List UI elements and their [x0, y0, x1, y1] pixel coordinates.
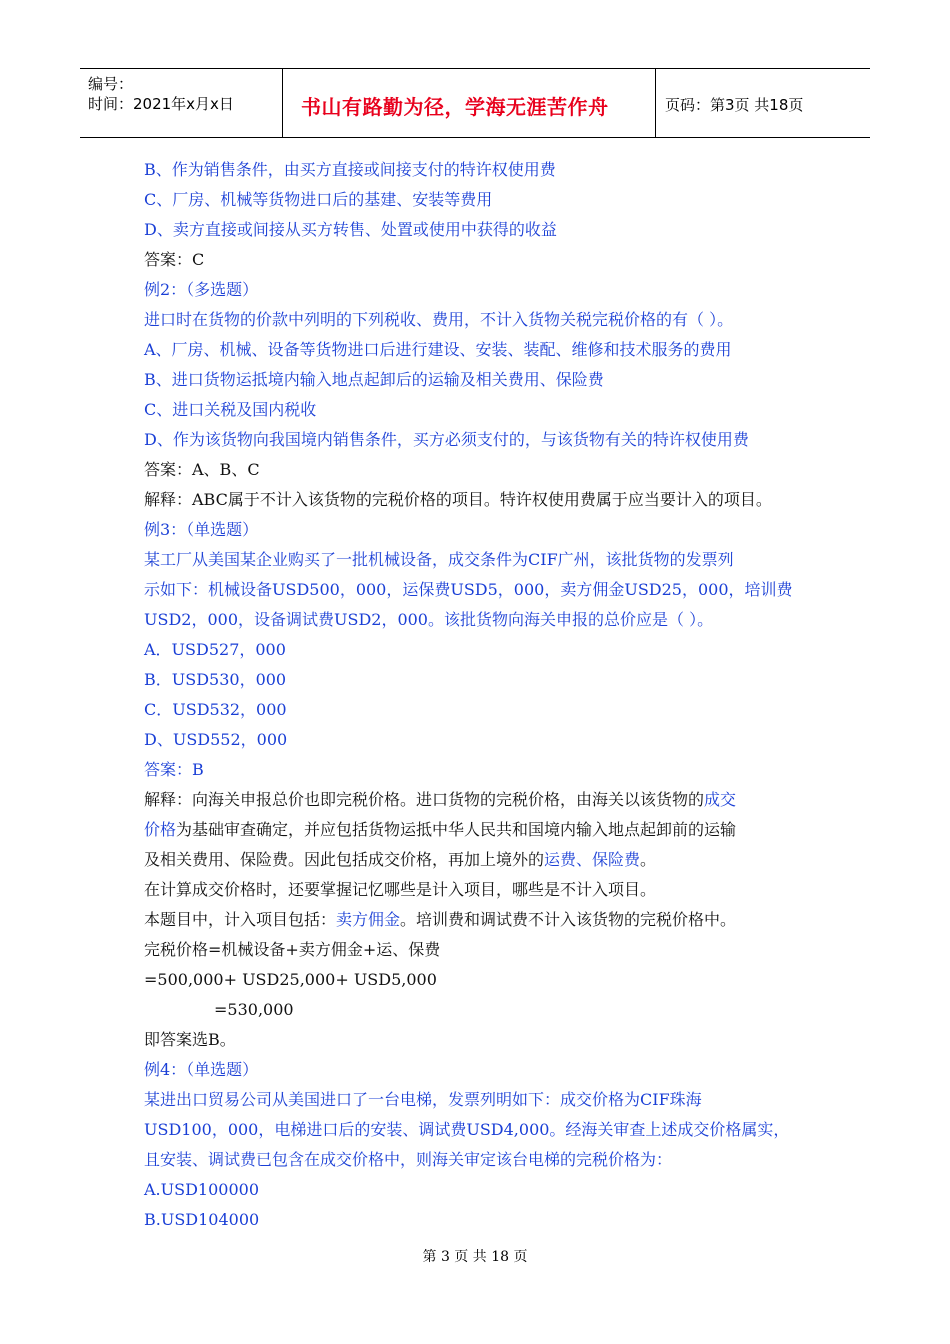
text-segment: 。 — [640, 850, 657, 869]
highlighted-term: 卖方佣金 — [336, 910, 401, 929]
text-line: 解释：ABC属于不计入该货物的完税价格的项目。特许权使用费属于应当要计入的项目。 — [144, 490, 772, 509]
text-line: B.USD104000 — [144, 1210, 260, 1229]
page-footer: 第 3 页 共 18 页 — [422, 1249, 528, 1265]
text-line: =500,000+ USD25,000+ USD5,000 — [144, 970, 437, 989]
header-meta-cell — [80, 69, 283, 137]
text-line — [144, 785, 834, 815]
header-motto: 书山有路勤为径，学海无涯苦作舟 — [301, 95, 609, 119]
text-line: 完税价格=机械设备+卖方佣金+运、保费 — [144, 940, 441, 959]
text-line: 即答案选B。 — [144, 1030, 236, 1049]
text-line: 答案：C — [144, 250, 205, 269]
text-line: 例2：（多选题） — [144, 280, 259, 299]
highlighted-term: 运费、保险费 — [544, 850, 641, 869]
text-line: C、厂房、机械等货物进口后的基建、安装等费用 — [144, 190, 493, 209]
header-page-info: 页码：第3页 共18页 — [665, 96, 804, 114]
document-date: 时间：2021年x月x日 — [88, 95, 234, 113]
text-line: A．USD527，000 — [144, 640, 286, 659]
text-line: B、进口货物运抵境内输入地点起卸后的运输及相关费用、保险费 — [144, 370, 604, 389]
text-line — [144, 905, 834, 935]
text-line: A、厂房、机械、设备等货物进口后进行建设、安装、装配、维修和技术服务的费用 — [144, 340, 732, 359]
text-line: B、作为销售条件，由买方直接或间接支付的特许权使用费 — [144, 160, 556, 179]
text-line: USD2，000，设备调试费USD2，000。该批货物向海关申报的总价应是（ ）。 — [144, 610, 714, 629]
text-line: B．USD530，000 — [144, 670, 287, 689]
text-line: D、卖方直接或间接从买方转售、处置或使用中获得的收益 — [144, 220, 557, 239]
text-line: D、USD552，000 — [144, 730, 288, 749]
text-line: 示如下：机械设备USD500，000，运保费USD5，000，卖方佣金USD25，000，培训费 — [144, 580, 793, 599]
text-line: 答案：A、B、C — [144, 460, 260, 479]
header-page-cell — [656, 69, 870, 137]
text-segment: 解释：向海关申报总价也即完税价格。进口货物的完税价格，由海关以该货物的 — [144, 790, 705, 809]
text-line: USD100，000，电梯进口后的安装、调试费USD4,000。经海关审查上述成交价格属实， — [144, 1120, 790, 1139]
text-line: 某工厂从美国某企业购买了一批机械设备，成交条件为CIF广州，该批货物的发票列 — [144, 550, 734, 569]
text-line: C、进口关税及国内税收 — [144, 400, 317, 419]
text-line — [144, 815, 834, 845]
document-body — [144, 155, 834, 1235]
text-line: 在计算成交价格时，还要掌握记忆哪些是计入项目，哪些是不计入项目。 — [144, 880, 657, 899]
text-line: 例4：（单选题） — [144, 1060, 259, 1079]
text-line: 答案：B — [144, 760, 204, 779]
text-line: =530,000 — [214, 1000, 294, 1019]
text-line: A.USD100000 — [144, 1180, 259, 1199]
document-number-label: 编号： — [88, 75, 134, 93]
text-line: 例3：（单选题） — [144, 520, 259, 539]
text-segment: 本题目中，计入项目包括： — [144, 910, 337, 929]
text-line: D、作为该货物向我国境内销售条件，买方必须支付的，与该货物有关的特许权使用费 — [144, 430, 749, 449]
text-line: 且安装、调试费已包含在成交价格中，则海关审定该台电梯的完税价格为： — [144, 1150, 673, 1169]
text-segment: 。培训费和调试费不计入该货物的完税价格中。 — [400, 910, 737, 929]
text-line: C．USD532，000 — [144, 700, 287, 719]
text-segment: 及相关费用、保险费。因此包括成交价格，再加上境外的 — [144, 850, 545, 869]
highlighted-term: 成交 — [704, 790, 737, 809]
text-line: 某进出口贸易公司从美国进口了一台电梯，发票列明如下：成交价格为CIF珠海 — [144, 1090, 702, 1109]
page-header — [80, 68, 870, 138]
text-line — [144, 845, 834, 875]
text-segment: 为基础审查确定，并应包括货物运抵中华人民共和国境内输入地点起卸前的运输 — [176, 820, 737, 839]
text-line: 进口时在货物的价款中列明的下列税收、费用，不计入货物关税完税价格的有（ ）。 — [144, 310, 734, 329]
highlighted-term: 价格 — [144, 820, 177, 839]
header-motto-cell — [283, 69, 656, 137]
